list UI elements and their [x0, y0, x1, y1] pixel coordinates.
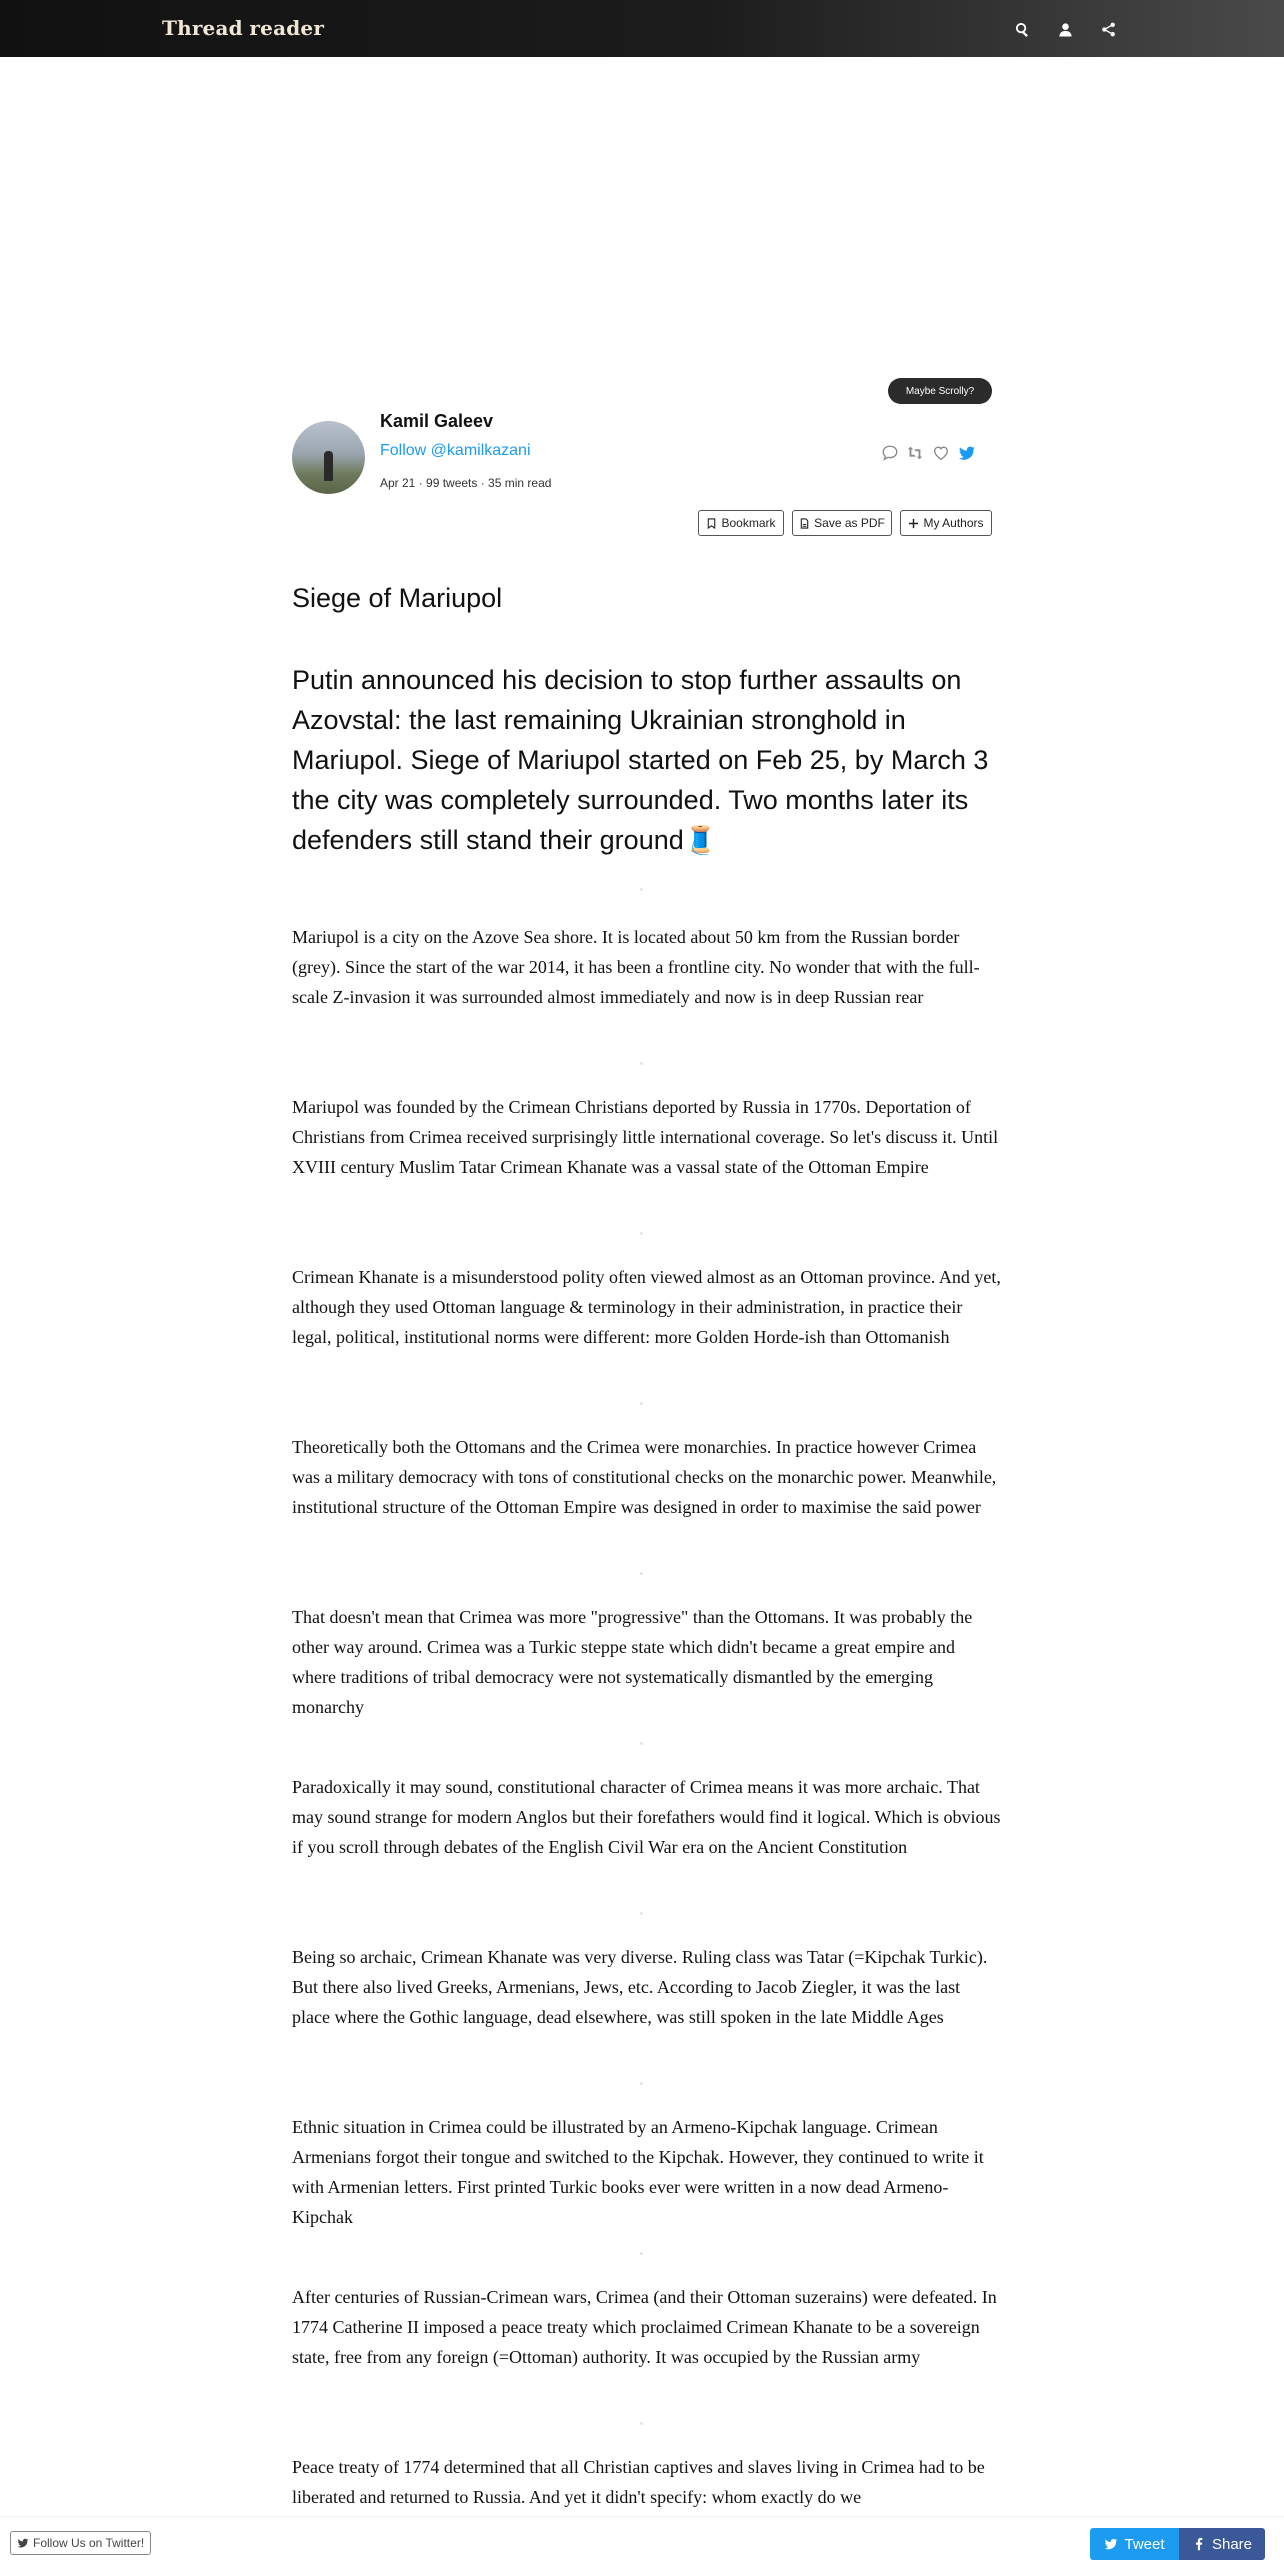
- tweet-text: Mariupol was founded by the Crimean Christians deported by Russia in 1770s. Deportation of Christians from Crimea received surprisingly little international coverage. So let's discuss it. Until XVIII century Muslim Tatar Crimean Khanate was a vassal state of the Ottoman Empire: [292, 1097, 999, 1177]
- tweet-label: Tweet: [1124, 2535, 1165, 2553]
- twitter-bird-icon[interactable]: [956, 442, 978, 464]
- site-logo[interactable]: [162, 16, 324, 40]
- tweet-text: Paradoxically it may sound, constitutional character of Crimea means it was more archaic. That may sound strange for modern Anglos but their forefathers would find it logical. Which is obvious if you scroll through debates of the English Civil War era on the Ancient Constitution: [292, 1777, 1001, 1857]
- tweet-separator: [640, 1742, 643, 1745]
- logo-part-thread: Thread: [162, 16, 243, 40]
- save-as-pdf-label: Save as PDF: [814, 516, 885, 530]
- bookmark-icon: [706, 518, 717, 529]
- user-icon[interactable]: [1054, 18, 1076, 40]
- tweet-share-button[interactable]: [1090, 2528, 1179, 2560]
- maybe-scrolly-button[interactable]: Maybe Scrolly?: [888, 378, 992, 404]
- my-authors-button[interactable]: [900, 510, 992, 536]
- author-avatar[interactable]: [292, 421, 365, 494]
- tweet-text: Peace treaty of 1774 determined that all Christian captives and slaves living in Crimea had to be liberated and returned to Russia. And yet it didn't specify: whom exactly do we: [292, 2457, 985, 2507]
- thread-lead-tweet: Putin announced his decision to stop further assaults on Azovstal: the last remaining Ukrainian stronghold in Mariupol. Siege of Mariupol started on Feb 25, by March 3 the city was completely surrounded. Two months later its defenders still stand their ground🧵: [292, 665, 989, 855]
- tweet-separator: [640, 2252, 643, 2255]
- top-navbar: [0, 0, 1284, 57]
- save-as-pdf-button[interactable]: [792, 510, 892, 536]
- tweet-separator: [640, 2082, 643, 2085]
- twitter-bird-icon: [17, 2537, 29, 2549]
- tweet-text: Being so archaic, Crimean Khanate was very diverse. Ruling class was Tatar (=Kipchak Turkic). But there also lived Greeks, Armenians, Jews, etc. According to Jacob Ziegler, it was the last place where the Gothic language, dead elsewhere, was still spoken in the late Middle Ages: [292, 1947, 988, 2027]
- thread-meta: Apr 21 · 99 tweets · 35 min read: [380, 476, 552, 490]
- tweet-text: Crimean Khanate is a misunderstood polity often viewed almost as an Ottoman province. And yet, although they used Ottoman language & terminology in their administration, in practice their legal, political, institutional norms were different: more Golden Horde-ish than Ottomanish: [292, 1267, 1001, 1347]
- share-icon[interactable]: [1097, 18, 1119, 40]
- tweet-separator: [640, 1062, 643, 1065]
- tweet-separator: [640, 1572, 643, 1575]
- tweet-text: That doesn't mean that Crimea was more "progressive" than the Ottomans. It was probably the other way around. Crimea was a Turkic steppe state which didn't became a great empire and where traditions of tribal democracy were not systematically dismantled by the emerging monarchy: [292, 1607, 973, 1717]
- tweet-text: Ethnic situation in Crimea could be illustrated by an Armeno-Kipchak language. Crimean Armenians forgot their tongue and switched to the Kipchak. However, they continued to write it with Armenian letters. First printed Turkic books ever were written in a now dead Armeno-Kipchak: [292, 2117, 984, 2227]
- tweet-text: After centuries of Russian-Crimean wars, Crimea (and their Ottoman suzerains) were defeated. In 1774 Catherine II imposed a peace treaty which proclaimed Crimean Khanate to be a sovereign state, free from any foreign (=Ottoman) authority. It was occupied by the Russian army: [292, 2287, 997, 2367]
- bookmark-button[interactable]: [698, 510, 784, 536]
- tweet-separator: [640, 2422, 643, 2425]
- pdf-file-icon: [799, 518, 810, 529]
- tweet-text: Mariupol is a city on the Azove Sea shore. It is located about 50 km from the Russian border (grey). Since the start of the war 2014, it has been a frontline city. No wonder that with the full-scale Z-invasion it was surrounded almost immediately and now is in deep Russian rear: [292, 927, 980, 1007]
- bookmark-label: Bookmark: [721, 516, 776, 530]
- reply-icon[interactable]: [879, 442, 901, 464]
- facebook-icon: [1192, 2537, 1206, 2551]
- share-label: Share: [1211, 2535, 1253, 2553]
- like-icon[interactable]: [930, 442, 952, 464]
- retweet-icon[interactable]: [904, 442, 926, 464]
- follow-author-link[interactable]: Follow @kamilkazani: [380, 442, 531, 459]
- facebook-share-button[interactable]: [1179, 2528, 1265, 2560]
- my-authors-label: My Authors: [923, 516, 984, 530]
- author-name[interactable]: Kamil Galeev: [380, 411, 494, 431]
- tweet-separator: [640, 1232, 643, 1235]
- tweet-text: Theoretically both the Ottomans and the Crimea were monarchies. In practice however Crimea was a military democracy with tons of constitutional checks on the monarchic power. Meanwhile, institutional structure of the Ottoman Empire was designed in order to maximise the said power: [292, 1437, 997, 1517]
- plus-icon: [908, 518, 919, 529]
- twitter-bird-icon: [1104, 2537, 1118, 2551]
- follow-us-label: Follow Us on Twitter!: [33, 2536, 145, 2550]
- tweet-separator: [640, 1402, 643, 1405]
- thread-title: Siege of Mariupol: [292, 583, 503, 613]
- tweet-separator: [640, 888, 643, 891]
- search-icon[interactable]: [1011, 18, 1033, 40]
- logo-part-reader: reader: [249, 16, 325, 40]
- follow-us-on-twitter-button[interactable]: [10, 2531, 151, 2555]
- tweet-separator: [640, 1912, 643, 1915]
